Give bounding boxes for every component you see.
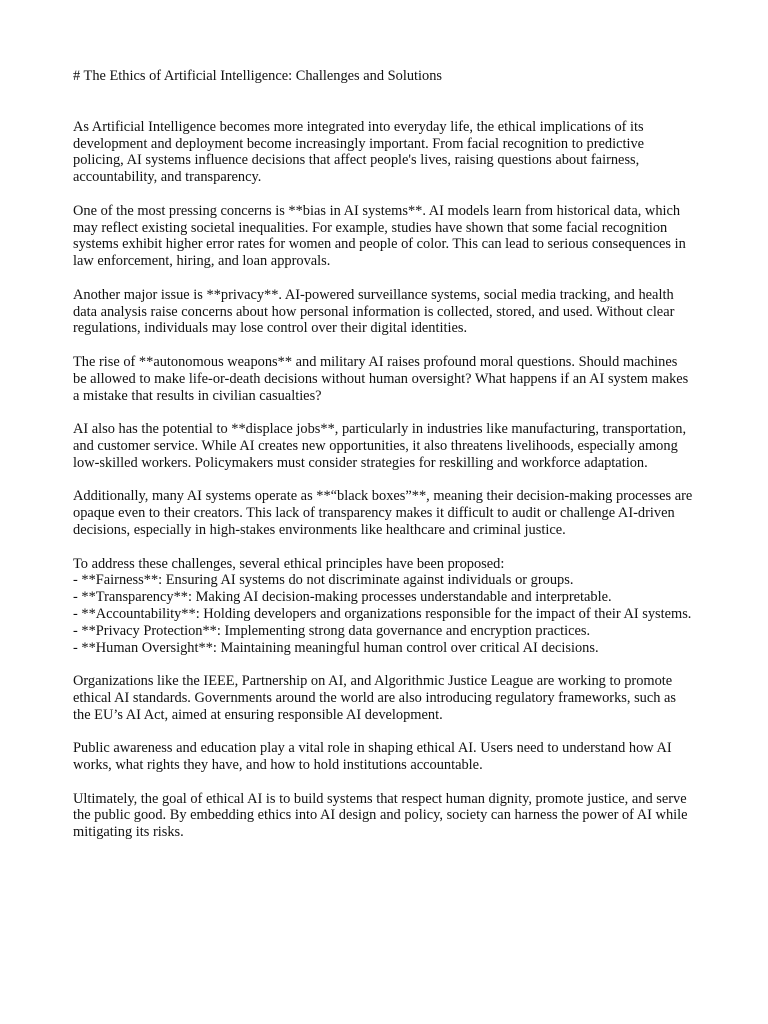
principles-intro: To address these challenges, several ethical principles have been proposed: [73, 555, 505, 572]
principle-fairness: - **Fairness**: Ensuring AI systems do not discriminate against individuals or groups. [73, 572, 574, 589]
paragraph-black-boxes: Additionally, many AI systems operate as **“black boxes”**, meaning their decision-making processes are opaque even to their creators. This lack of transparency makes it difficult to audit or challenge AI-driven decisions, especially in high-stakes environments like healthcare and criminal justice. [73, 488, 693, 538]
document-title: # The Ethics of Artificial Intelligence: Challenges and Solutions [73, 68, 443, 84]
principle-human-oversight: - **Human Oversight**: Maintaining meaningful human control over critical AI decisions. [73, 639, 599, 656]
paragraph-jobs: AI also has the potential to **displace jobs**, particularly in industries like manufacturing, transportation, and customer service. While AI creates new opportunities, it also threatens livelihoods, especially among low-skilled workers. Policymakers must consider strategies for reskilling and workforce adaptation. [73, 421, 687, 471]
paragraph-bias: One of the most pressing concerns is **bias in AI systems**. AI models learn from historical data, which may reflect existing societal inequalities. For example, studies have shown that some facial recognition systems exhibit higher error rates for women and people of color. This can lead to serious consequences in law enforcement, hiring, and loan approvals. [73, 202, 686, 270]
principles-list [73, 572, 693, 656]
principle-accountability: - **Accountability**: Holding developers and organizations responsible for the impact of their AI systems. [73, 605, 692, 622]
paragraph-privacy: Another major issue is **privacy**. AI-powered surveillance systems, social media tracking, and health data analysis raise concerns about how personal information is collected, stored, and used. Without clear regulations, individuals may lose control over their digital identities. [73, 286, 675, 337]
paragraph-autonomous-weapons: The rise of **autonomous weapons** and military AI raises profound moral questions. Should machines be allowed to make life-or-death decisions without human oversight? What happens if an AI system makes a mistake that results in civilian casualties? [73, 353, 689, 404]
paragraph-public-awareness: Public awareness and education play a vital role in shaping ethical AI. Users need to understand how AI works, what rights they have, and how to hold institutions accountable. [73, 740, 672, 774]
paragraph-conclusion: Ultimately, the goal of ethical AI is to build systems that respect human dignity, promote justice, and serve the public good. By embedding ethics into AI design and policy, society can harness the power of AI while mitigating its risks. [73, 790, 688, 841]
document-page [73, 66, 693, 858]
paragraph-intro: As Artificial Intelligence becomes more integrated into everyday life, the ethical implications of its development and deployment become increasingly important. From facial recognition to predictive policing, AI systems influence decisions that affect people's lives, raising questions about fairness, accountability, and transparency. [73, 118, 645, 186]
principle-privacy-protection: - **Privacy Protection**: Implementing strong data governance and encryption practices. [73, 622, 591, 639]
paragraph-organizations: Organizations like the IEEE, Partnership on AI, and Algorithmic Justice League are working to promote ethical AI standards. Governments around the world are also introducing regulatory frameworks, such as the EU’s AI Act, aimed at ensuring responsible AI development. [73, 673, 677, 723]
principle-transparency: - **Transparency**: Making AI decision-making processes understandable and interpretable. [73, 589, 612, 606]
title-spacer [73, 85, 693, 119]
